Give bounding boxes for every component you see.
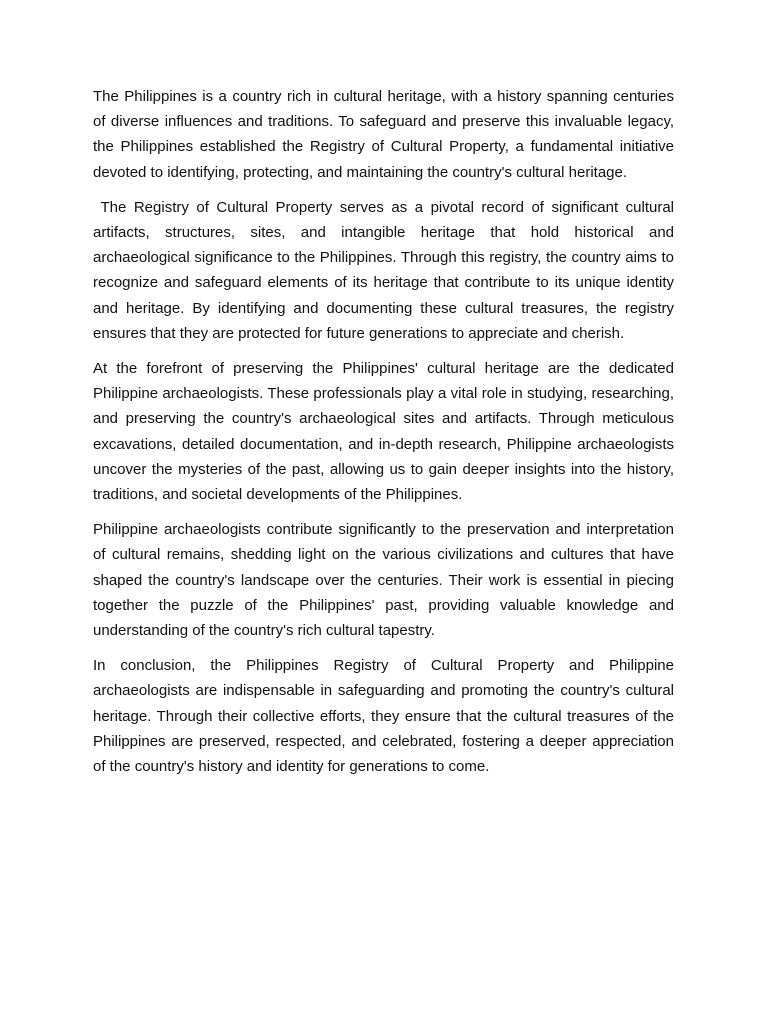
paragraph-archaeologists-contribution: Philippine archaeologists contribute significantly to the preservation and interpretation of cultural remains, shedding light on the various civilizations and cultures that have shaped the country's landscape over the centuries. Their work is essential in piecing together the puzzle of the Philippines' past, providing valuable knowledge and understanding of the country's rich cultural tapestry.: [93, 521, 679, 640]
paragraph-registry-purpose: The Registry of Cultural Property serves as a pivotal record of significant cultural artifacts, structures, sites, and intangible heritage that hold historical and archaeological significance to the Philippines. Through this registry, the country aims to recognize and safeguard elements of its heritage that contribute to its unique identity and heritage. By identifying and documenting these cultural treasures, the registry ensures that they are protected for future generations to appreciate and cherish.: [93, 198, 679, 342]
paragraph-conclusion: In conclusion, the Philippines Registry of Cultural Property and Philippine archaeologists are indispensable in safeguarding and promoting the country's cultural heritage. Through their collective efforts, they ensure that the cultural treasures of the Philippines are preserved, respected, and celebrated, fostering a deeper appreciation of the country's history and identity for generations to come.: [93, 657, 679, 776]
paragraph-registry-intro: The Philippines is a country rich in cultural heritage, with a history spanning centuries of diverse influences and traditions. To safeguard and preserve this invaluable legacy, the Philippines established the Registry of Cultural Property, a fundamental initiative devoted to identifying, protecting, and maintaining the country's cultural heritage.: [93, 88, 679, 181]
paragraph-archaeologists-role: At the forefront of preserving the Philippines' cultural heritage are the dedicated Philippine archaeologists. These professionals play a vital role in studying, researching, and preserving the country's archaeological sites and artifacts. Through meticulous excavations, detailed documentation, and in-depth research, Philippine archaeologists uncover the mysteries of the past, allowing us to gain deeper insights into the history, traditions, and societal developments of the Philippines.: [93, 360, 679, 504]
